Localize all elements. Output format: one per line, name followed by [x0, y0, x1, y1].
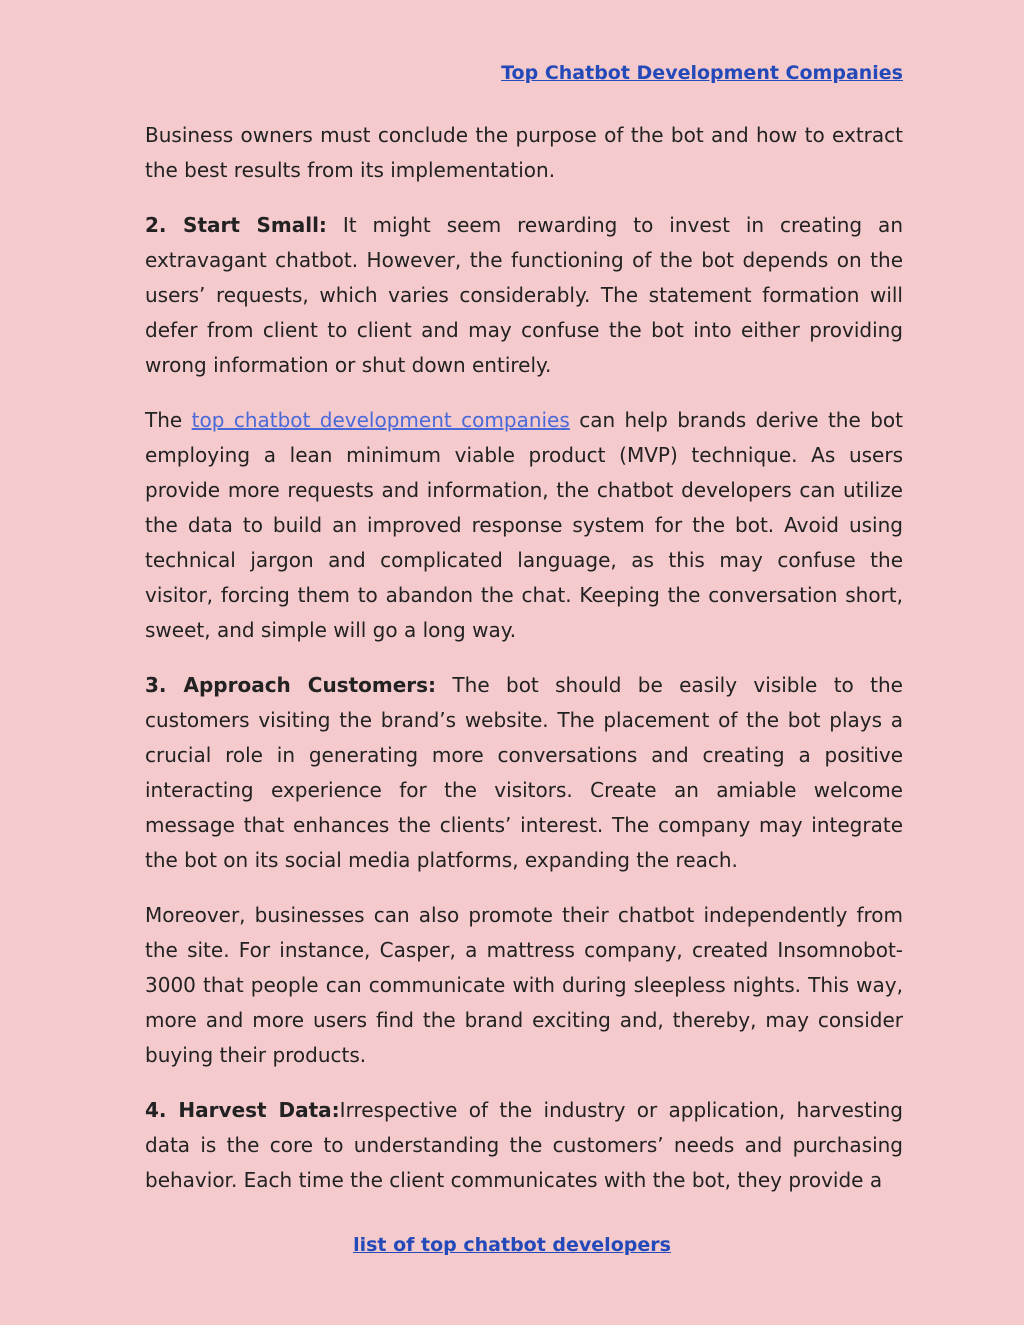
heading-start-small: 2. Start Small:	[145, 213, 327, 237]
text-mvp-before: The	[145, 408, 192, 432]
paragraph-approach-customers	[145, 668, 903, 878]
paragraph-purpose: Business owners must conclude the purpose of the bot and how to extract the best results from its implementation.	[145, 123, 903, 182]
text-harvest-data: Irrespective of the industry or application, harvesting data is the core to understanding the customers’ needs and purchasing behavior. Each time the client communicates with the bot, they provide a	[145, 1098, 903, 1192]
text-start-small: It might seem rewarding to invest in creating an extravagant chatbot. However, the functioning of the bot depends on the users’ requests, which varies considerably. The statement formation will defer from client to client and may confuse the bot into either providing wrong information or shut down entirely.	[145, 213, 903, 377]
footer	[0, 1234, 1024, 1256]
paragraph-promote: Moreover, businesses can also promote their chatbot independently from the site. For instance, Casper, a mattress company, created Insomnobot-3000 that people can communicate with during sleepless nights. This way, more and more users find the brand exciting and, thereby, may consider buying their products.	[145, 903, 903, 1067]
paragraph-mvp	[145, 403, 903, 648]
paragraph-harvest-data	[145, 1093, 903, 1198]
inline-link-top-chatbot-companies[interactable]: top chatbot development companies	[191, 408, 570, 432]
document-body	[145, 118, 903, 1218]
footer-link[interactable]: list of top chatbot developers	[353, 1234, 671, 1256]
paragraph-start-small	[145, 208, 903, 383]
heading-harvest-data: 4. Harvest Data:	[145, 1098, 340, 1122]
header-link[interactable]: Top Chatbot Development Companies	[501, 62, 903, 84]
text-approach-customers: The bot should be easily visible to the customers visiting the brand’s website. The placement of the bot plays a crucial role in generating more conversations and creating a positive interacting experience for the visitors. Create an amiable welcome message that enhances the clients’ interest. The company may integrate the bot on its social media platforms, expanding the reach.	[145, 673, 903, 872]
heading-approach-customers: 3. Approach Customers:	[145, 673, 437, 697]
text-mvp-after: can help brands derive the bot employing a lean minimum viable product (MVP) technique. As users provide more requests and information, the chatbot developers can utilize the data to build an improved response system for the bot. Avoid using technical jargon and complicated language, as this may confuse the visitor, forcing them to abandon the chat. Keeping the conversation short, sweet, and simple will go a long way.	[145, 408, 903, 642]
